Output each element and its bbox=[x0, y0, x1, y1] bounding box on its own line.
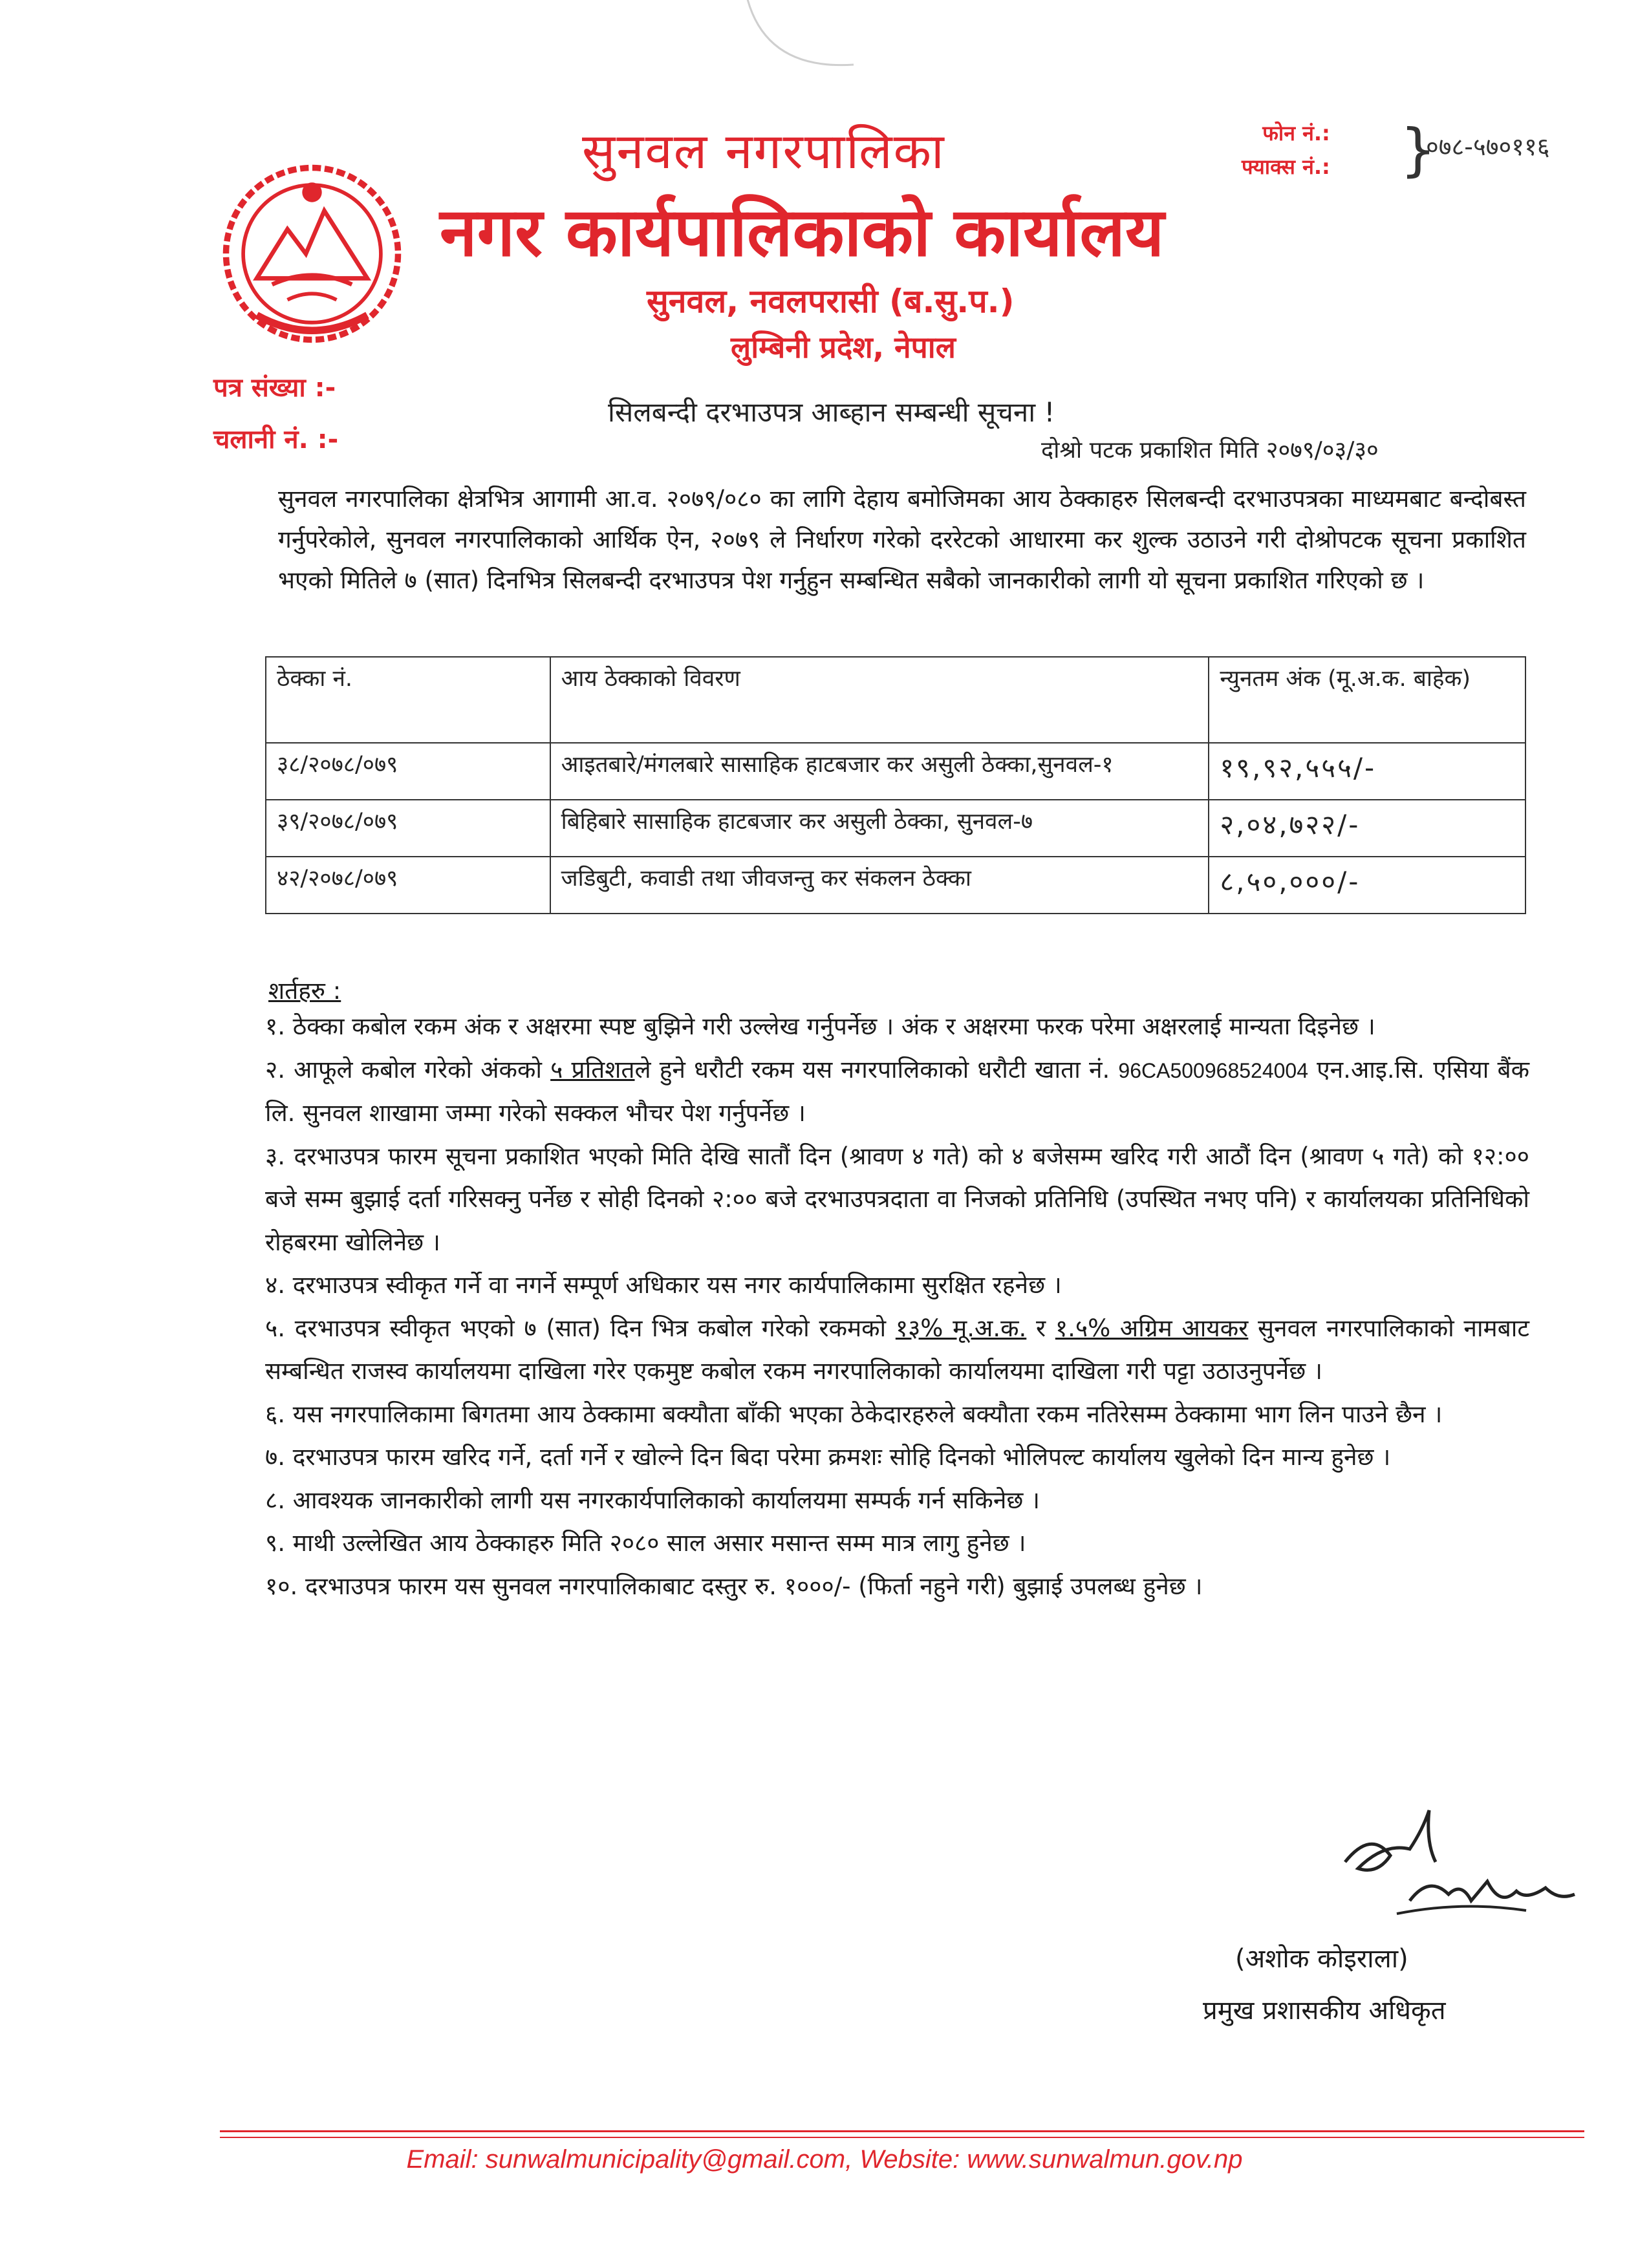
footer-divider bbox=[220, 2137, 1584, 2138]
tender-description: बिहिबारे सासाहिक हाटबजार कर असुली ठेक्का, सुनवल-७ bbox=[550, 800, 1209, 857]
tender-no: ३८/२०७८/०७९ bbox=[266, 743, 550, 800]
publish-date: दोश्रो पटक प्रकाशित मिति २०७९/०३/३० bbox=[1041, 437, 1379, 464]
condition-item: १०. दरभाउपत्र फारम यस सुनवल नगरपालिकाबाट दस्तुर रु. १०००/- (फिर्ता नहुने गरी) बुझाई उपलब्ध हुनेछ । bbox=[265, 1572, 1203, 1600]
table-row bbox=[266, 800, 1525, 857]
handwritten-signature bbox=[1332, 1804, 1584, 1959]
signatory-title: प्रमुख प्रशासकीय अधिकृत bbox=[1203, 1996, 1446, 2026]
header-description: आय ठेक्काको विवरण bbox=[550, 657, 1209, 743]
conditions-list bbox=[265, 1005, 1529, 1608]
condition-item: ८. आवश्यक जानकारीको लागी यस नगरकार्यपालिकाको कार्यालयमा सम्पर्क गर्न सकिनेछ । bbox=[265, 1486, 1040, 1514]
tender-no: ४२/२०७८/०७९ bbox=[266, 857, 550, 914]
tender-no: ३९/२०७८/०७९ bbox=[266, 800, 550, 857]
condition-item: २. आफूले कबोल गरेको अंकको ५ प्रतिशतले हुने धरौटी रकम यस नगरपालिकाको धरौटी खाता नं. 96CA500968524004 एन.आइ.सि. एसिया बैंक लि. सुनवल शाखामा जम्मा गरेको सक्कल भौचर पेश गर्नुपर्नेछ । bbox=[265, 1055, 1530, 1127]
notice-intro: सुनवल नगरपालिका क्षेत्रभित्र आगामी आ.व. २०७९/०८० का लागि देहाय बमोजिमका आय ठेक्काहरु सिलबन्दी दरभाउपत्रका माध्यमबाट बन्दोबस्त गर्नुपरेकोले, सुनवल नगरपालिकाको आर्थिक ऐन, २०७९ ले निर्धारण गरेको दररेटको आधारमा कर शुल्क उठाउने गरी दोश्रोपटक सूचना प्रकाशित भएको मितिले ७ (सात) दिनभित्र सिलबन्दी दरभाउपत्र पेश गर्नुहुन सम्बन्धित सबैको जानकारीको लागी यो सूचना प्रकाशित गरिएको छ । bbox=[278, 485, 1526, 594]
contact-labels bbox=[1242, 116, 1330, 184]
footer-contact: Email: sunwalmunicipality@gmail.com, Website: www.sunwalmun.gov.np bbox=[406, 2145, 1243, 2174]
footer-divider bbox=[220, 2130, 1584, 2132]
address-line-2: लुम्बिनी प्रदेश, नेपाल bbox=[731, 330, 956, 365]
table-row bbox=[266, 743, 1525, 800]
table-header-row bbox=[266, 657, 1525, 743]
address-line-1: सुनवल, नवलपरासी (ब.सु.प.) bbox=[647, 283, 1015, 320]
header-tender-no: ठेक्का नं. bbox=[266, 657, 550, 743]
notice-title: सिलबन्दी दरभाउपत्र आब्हान सम्बन्धी सूचना ! bbox=[608, 396, 1055, 428]
tender-table bbox=[265, 656, 1526, 914]
tender-amount: ८,५०,०००/- bbox=[1209, 857, 1525, 914]
condition-item: ६. यस नगरपालिकामा बिगतमा आय ठेक्कामा बक्यौता बाँकी भएका ठेकेदारहरुले बक्यौता रकम नतिरेसम्म ठेक्कामा भाग लिन पाउने छैन । bbox=[265, 1400, 1443, 1428]
table-row bbox=[266, 857, 1525, 914]
municipality-name: सुनवल नगरपालिका bbox=[582, 122, 945, 180]
office-name: नगर कार्यपालिकाको कार्यालय bbox=[440, 193, 1165, 272]
condition-item: ३. दरभाउपत्र फारम सूचना प्रकाशित भएको मिति देखि सातौं दिन (श्रावण ४ गते) को ४ बजेसम्म खरिद गरी आठौं दिन (श्रावण ५ गते) को १२:०० बजे सम्म बुझाई दर्ता गरिसक्नु पर्नेछ र सोही दिनको २:०० बजे दरभाउपत्रदाता वा निजको प्रतिनिधि (उपस्थित नभए पनि) र कार्यालयका प्रतिनिधिको रोहबरमा खोलिनेछ । bbox=[265, 1142, 1529, 1256]
condition-item: ७. दरभाउपत्र फारम खरिद गर्ने, दर्ता गर्ने र खोल्ने दिन बिदा परेमा क्रमशः सोहि दिनको भोलिपल्ट कार्यालय खुलेको दिन मान्य हुनेछ । bbox=[265, 1443, 1391, 1471]
signatory-name: (अशोक कोइराला) bbox=[1235, 1944, 1408, 1974]
tender-amount: २,०४,७२२/- bbox=[1209, 800, 1525, 857]
contact-brace: } bbox=[1400, 116, 1436, 183]
condition-item: ५. दरभाउपत्र स्वीकृत भएको ७ (सात) दिन भित्र कबोल गरेको रकमको १३% मू.अ.क. र १.५% अग्रिम आयकर सुनवल नगरपालिकाको नामबाट सम्बन्धित राजस्व कार्यालयमा दाखिला गरेर एकमुष्ट कबोल रकम नगरपालिकाको कार्यालयमा दाखिला गरी पट्टा उठाउनुपर्नेछ । bbox=[265, 1314, 1530, 1385]
tender-amount: १९,९२,५५५/- bbox=[1209, 743, 1525, 800]
account-number: 96CA500968524004 bbox=[1118, 1058, 1309, 1082]
nepal-government-emblem-icon bbox=[220, 162, 404, 346]
dispatch-number-label: चलानी नं. :- bbox=[213, 425, 339, 455]
condition-item: ४. दरभाउपत्र स्वीकृत गर्ने वा नगर्ने सम्पूर्ण अधिकार यस नगर कार्यपालिकामा सुरक्षित रहनेछ । bbox=[265, 1271, 1062, 1299]
conditions-heading: शर्तहरु : bbox=[268, 977, 341, 1005]
scan-artifact bbox=[731, 0, 860, 91]
fax-label: फ्याक्स नं.: bbox=[1242, 155, 1330, 179]
letter-number-label: पत्र संख्या :- bbox=[213, 373, 336, 403]
tender-description: आइतबारे/मंगलबारे सासाहिक हाटबजार कर असुली ठेक्का,सुनवल-१ bbox=[550, 743, 1209, 800]
condition-item: १. ठेक्का कबोल रकम अंक र अक्षरमा स्पष्ट बुझिने गरी उल्लेख गर्नुपर्नेछ । अंक र अक्षरमा फरक परेमा अक्षरलाई मान्यता दिइनेछ । bbox=[265, 1012, 1375, 1040]
phone-label: फोन नं.: bbox=[1262, 121, 1330, 145]
condition-item: ९. माथी उल्लेखित आय ठेक्काहरु मिति २०८० साल असार मसान्त सम्म मात्र लागु हुनेछ । bbox=[265, 1529, 1026, 1557]
tender-description: जडिबुटी, कवाडी तथा जीवजन्तु कर संकलन ठेक्का bbox=[550, 857, 1209, 914]
header-min-amount: न्युनतम अंक (मू.अ.क. बाहेक) bbox=[1209, 657, 1525, 743]
contact-number: ०७८-५७०११६ bbox=[1426, 133, 1550, 161]
